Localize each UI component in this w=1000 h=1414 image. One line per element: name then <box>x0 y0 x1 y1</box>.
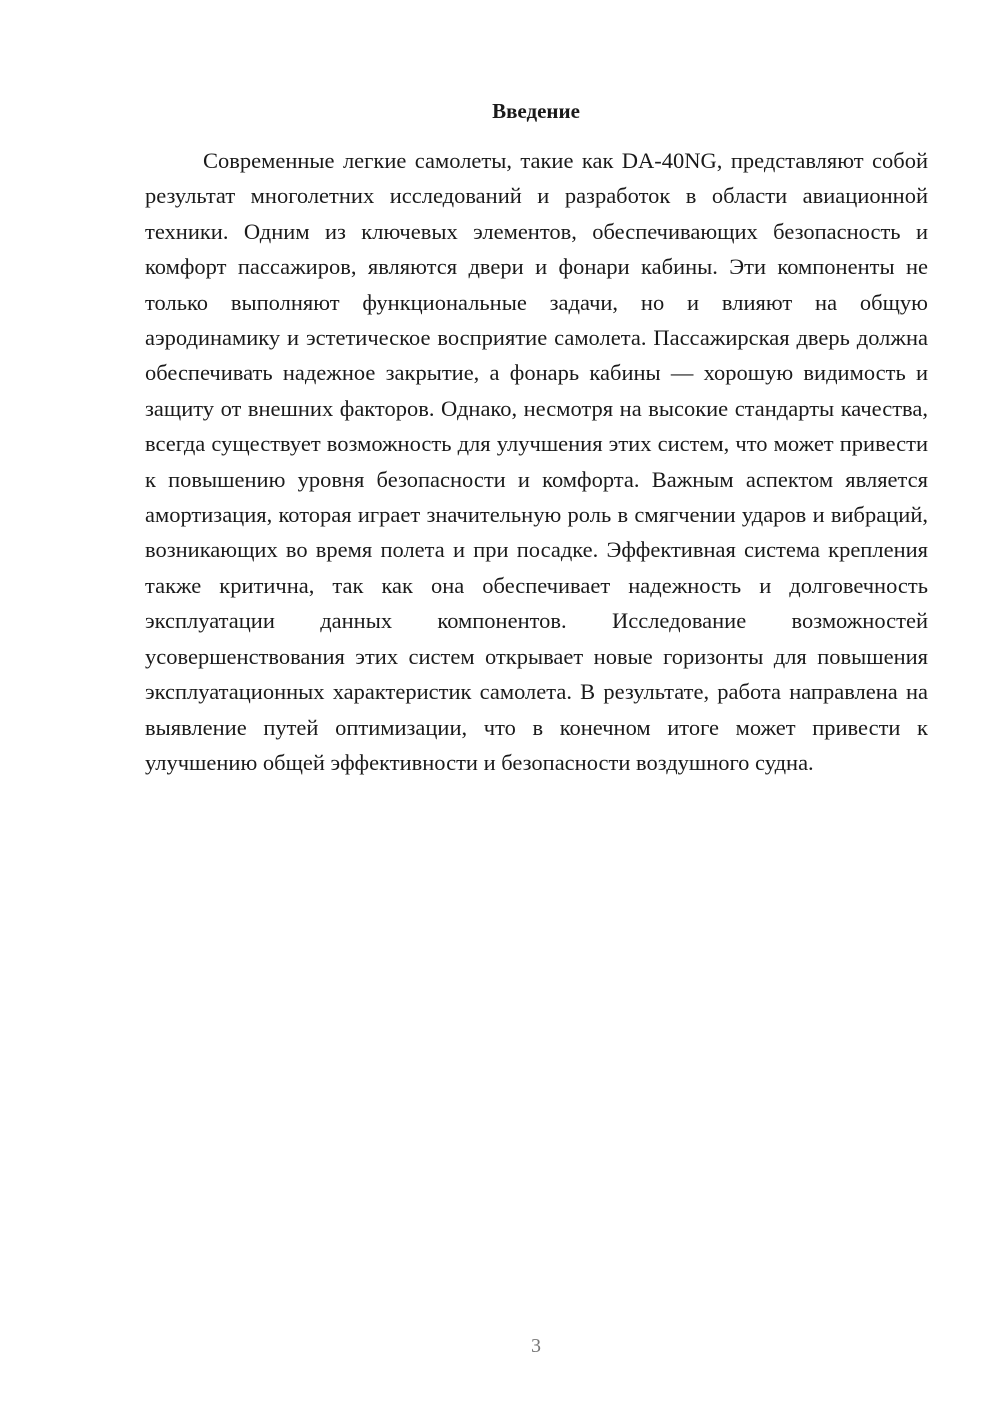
page-number: 3 <box>531 1335 541 1357</box>
section-title: Введение <box>492 99 580 123</box>
body-paragraph: Современные легкие самолеты, такие как DA-40NG, представляют собой результат многолетних исследований и разработок в области авиационной техники. Одним из ключевых элементов, обеспечивающих безопасность и комфорт пассажиров, являются двери и фонари кабины. Эти компоненты не только выполняют функциональные задачи, но и влияют на общую аэродинамику и эстетическое восприятие самолета. Пассажирская дверь должна обеспечивать надежное закрытие, а фонарь кабины — хорошую видимость и защиту от внешних факторов. Однако, несмотря на высокие стандарты качества, всегда существует возможность для улучшения этих систем, что может привести к повышению уровня безопасности и комфорта. Важным аспектом является амортизация, которая играет значительную роль в смягчении ударов и вибраций, возникающих во время полета и при посадке. Эффективная система крепления также критична, так как она обеспечивает надежность и долговечность эксплуатации данных компонентов. Исследование возможностей усовершенствования этих систем открывает новые горизонты для повышения эксплуатационных характеристик самолета. В результате, работа направлена на выявление путей оптимизации, что в конечном итоге может привести к улучшению общей эффективности и безопасности воздушного судна. <box>145 148 928 775</box>
